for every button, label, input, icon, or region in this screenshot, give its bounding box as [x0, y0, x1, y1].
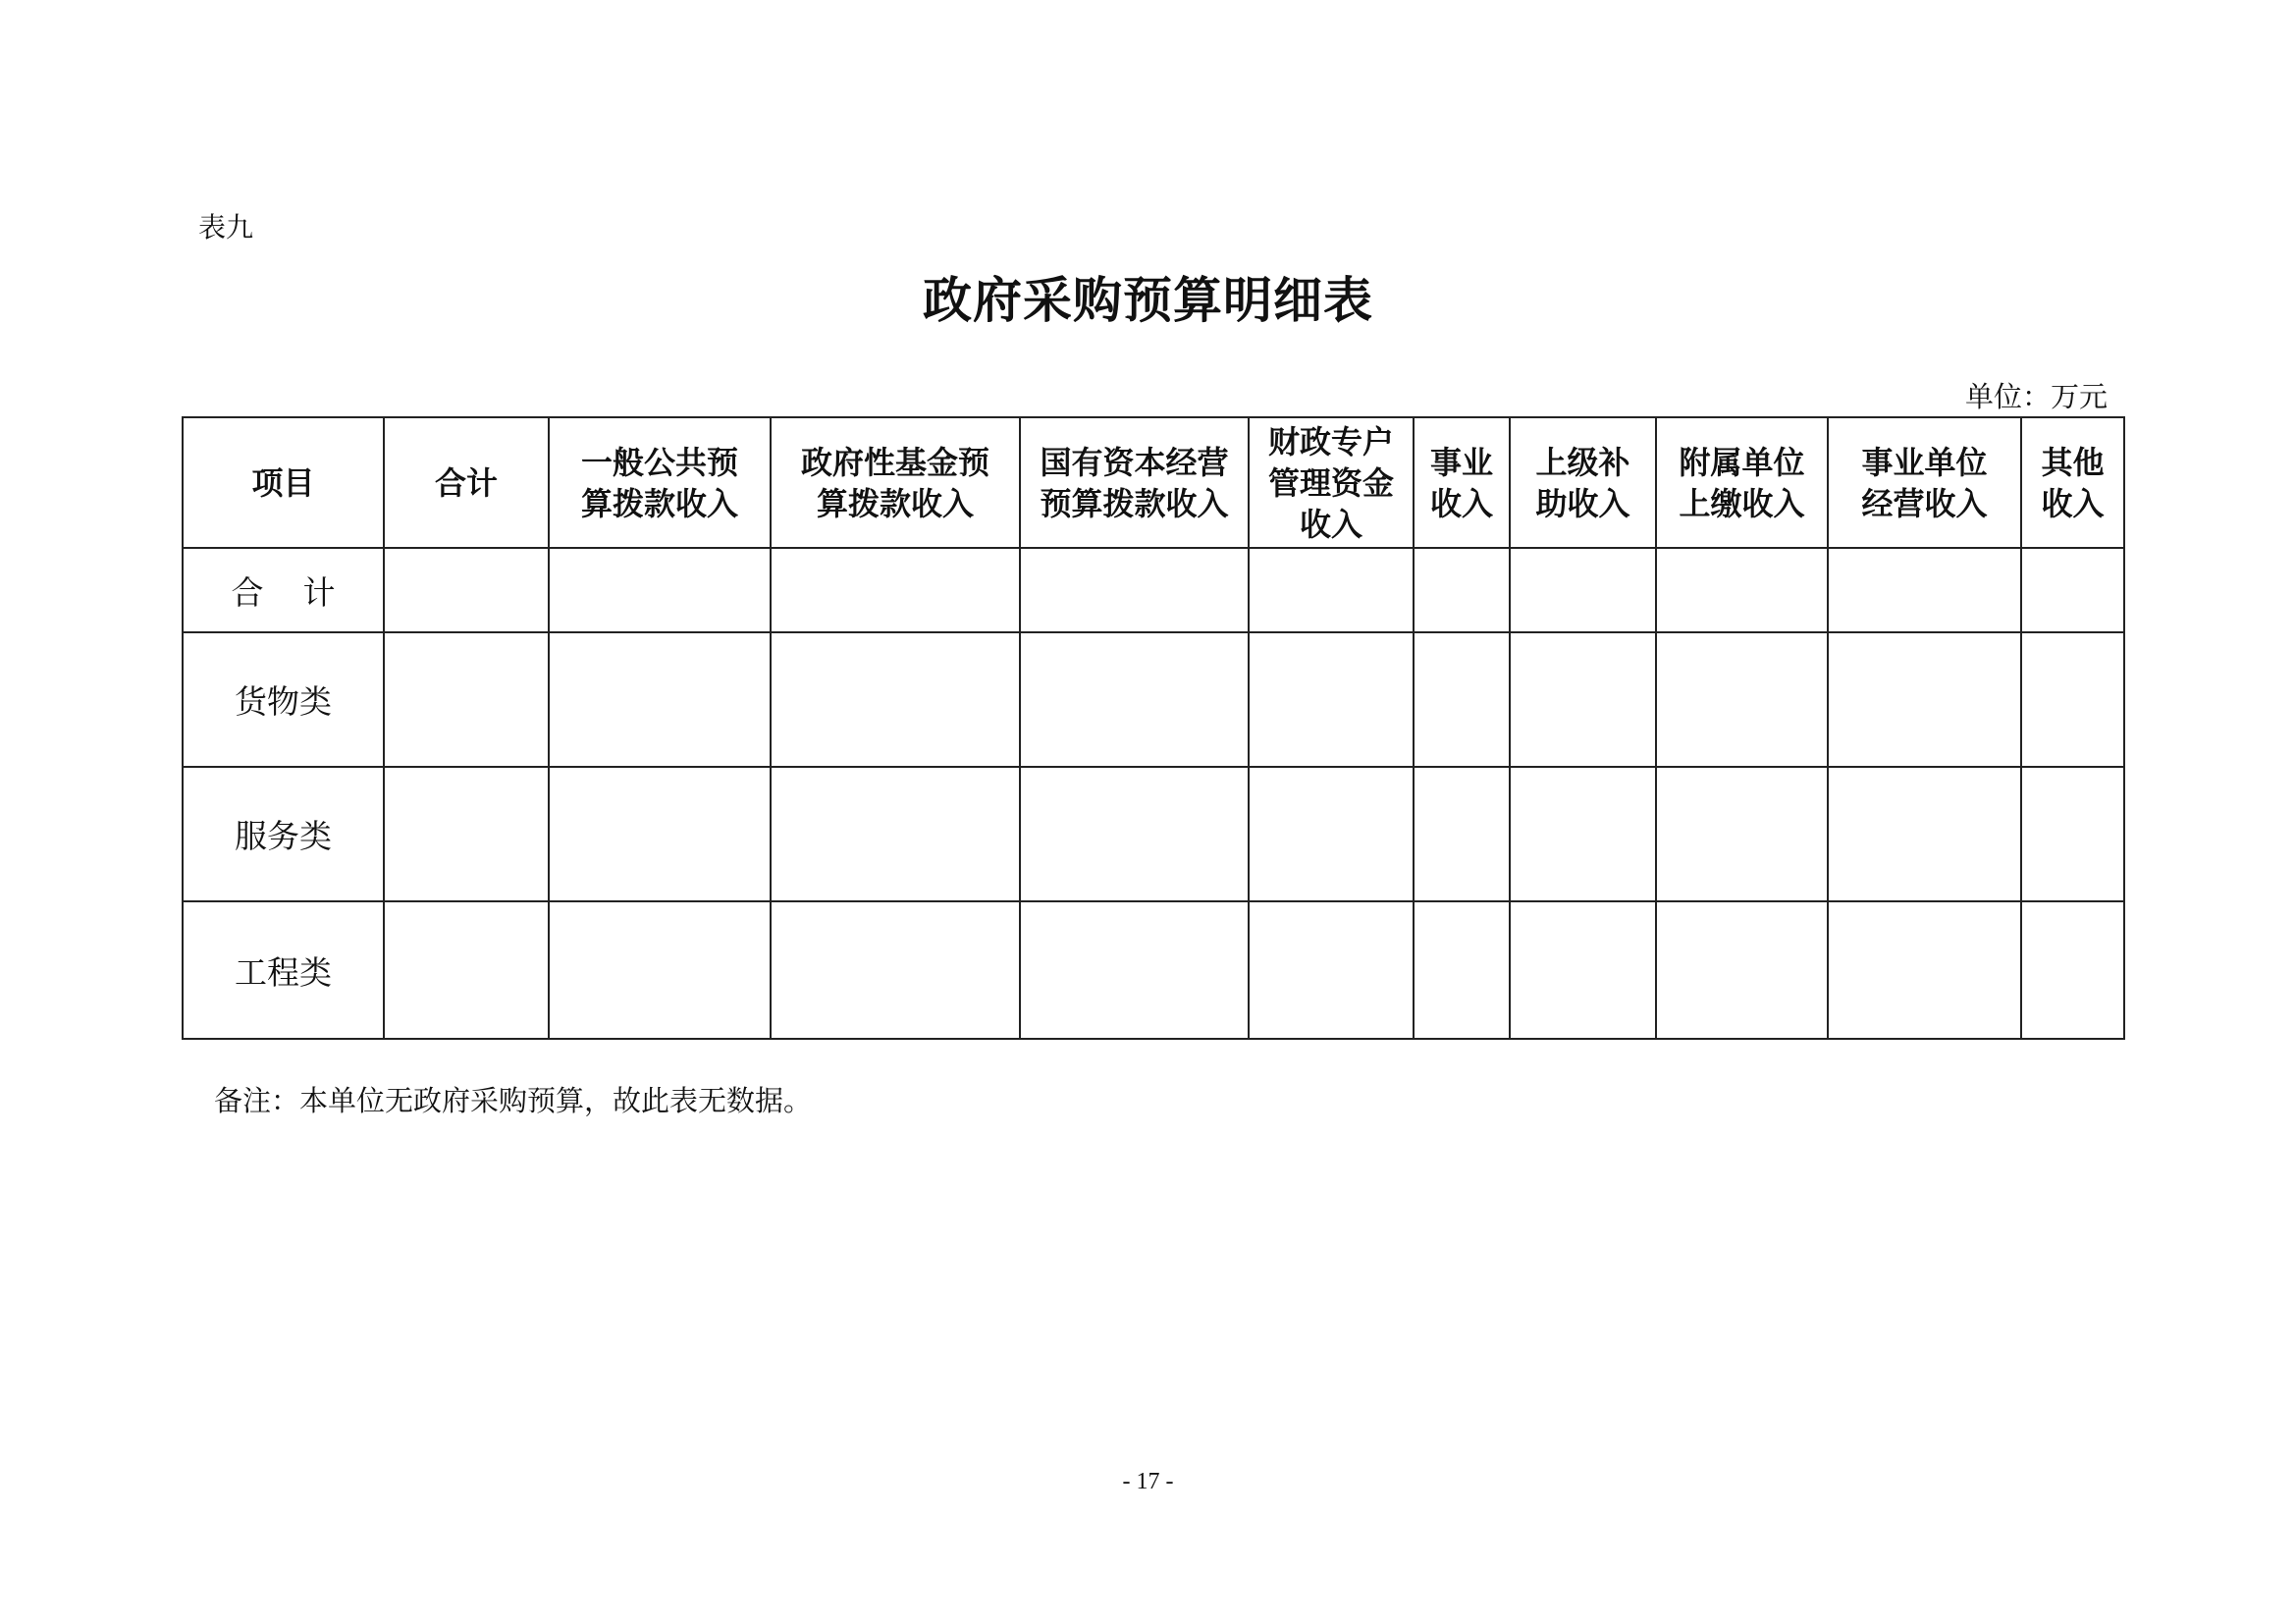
table-cell: [1828, 901, 2021, 1039]
footnote: 备注：本单位无政府采购预算，故此表无数据。: [214, 1084, 813, 1117]
table-cell: [1828, 632, 2021, 767]
document-title: 政府采购预算明细表: [923, 272, 1373, 329]
table-cell: [1414, 767, 1510, 901]
table-row-goods: [183, 632, 2124, 767]
table-number-label: 表九: [198, 211, 254, 244]
table-cell: [1656, 901, 1828, 1039]
table-cell: [1656, 548, 1828, 632]
unit-label: 单位：万元: [1964, 380, 2108, 413]
header-government-fund-budget: 政府性基金预 算拨款收入: [771, 417, 1020, 548]
table-cell: [771, 548, 1020, 632]
table-cell: [384, 901, 549, 1039]
header-total: 合计: [384, 417, 549, 548]
table-cell: [549, 632, 771, 767]
table-row-total: [183, 548, 2124, 632]
table-cell: [549, 767, 771, 901]
table-cell: [1414, 632, 1510, 767]
table-cell: [1249, 632, 1414, 767]
table-cell: [1510, 901, 1656, 1039]
table-cell: [1020, 548, 1249, 632]
table-cell: [1510, 767, 1656, 901]
table-cell: [549, 548, 771, 632]
table-cell: [1510, 548, 1656, 632]
table-cell: [2021, 767, 2124, 901]
header-other-income: 其他 收入: [2021, 417, 2124, 548]
header-affiliate-remittance: 附属单位 上缴收入: [1656, 417, 1828, 548]
table-cell: [1249, 767, 1414, 901]
table-cell: [1020, 632, 1249, 767]
table-cell: [384, 632, 549, 767]
table-cell: [549, 901, 771, 1039]
header-general-public-budget: 一般公共预 算拨款收入: [549, 417, 771, 548]
table-cell: [384, 548, 549, 632]
row-label-total: 合计: [183, 548, 384, 632]
table-cell: [1828, 548, 2021, 632]
table-cell: [771, 632, 1020, 767]
table-cell: [2021, 548, 2124, 632]
row-label-goods: 货物类: [183, 632, 384, 767]
row-label-engineering: 工程类: [183, 901, 384, 1039]
table-cell: [1020, 767, 1249, 901]
table-cell: [771, 767, 1020, 901]
row-label-services: 服务类: [183, 767, 384, 901]
table-cell: [2021, 901, 2124, 1039]
table-cell: [1020, 901, 1249, 1039]
table-row-engineering: [183, 901, 2124, 1039]
header-superior-subsidy: 上级补 助收入: [1510, 417, 1656, 548]
header-state-capital-budget: 国有资本经营 预算拨款收入: [1020, 417, 1249, 548]
header-business-income: 事业 收入: [1414, 417, 1510, 548]
header-item: 项目: [183, 417, 384, 548]
table-cell: [1249, 548, 1414, 632]
table-cell: [1510, 632, 1656, 767]
page-number: - 17 -: [1122, 1469, 1174, 1494]
header-operating-income: 事业单位 经营收入: [1828, 417, 2021, 548]
table-cell: [1656, 632, 1828, 767]
table-cell: [1414, 901, 1510, 1039]
table-cell: [1414, 548, 1510, 632]
procurement-budget-table: [182, 416, 2125, 1040]
table-cell: [1828, 767, 2021, 901]
header-fiscal-special-account: 财政专户 管理资金 收入: [1249, 417, 1414, 548]
header-row: [183, 417, 2124, 548]
table-cell: [1249, 901, 1414, 1039]
table-cell: [1656, 767, 1828, 901]
table-row-services: [183, 767, 2124, 901]
table-cell: [2021, 632, 2124, 767]
table-cell: [384, 767, 549, 901]
table-cell: [771, 901, 1020, 1039]
